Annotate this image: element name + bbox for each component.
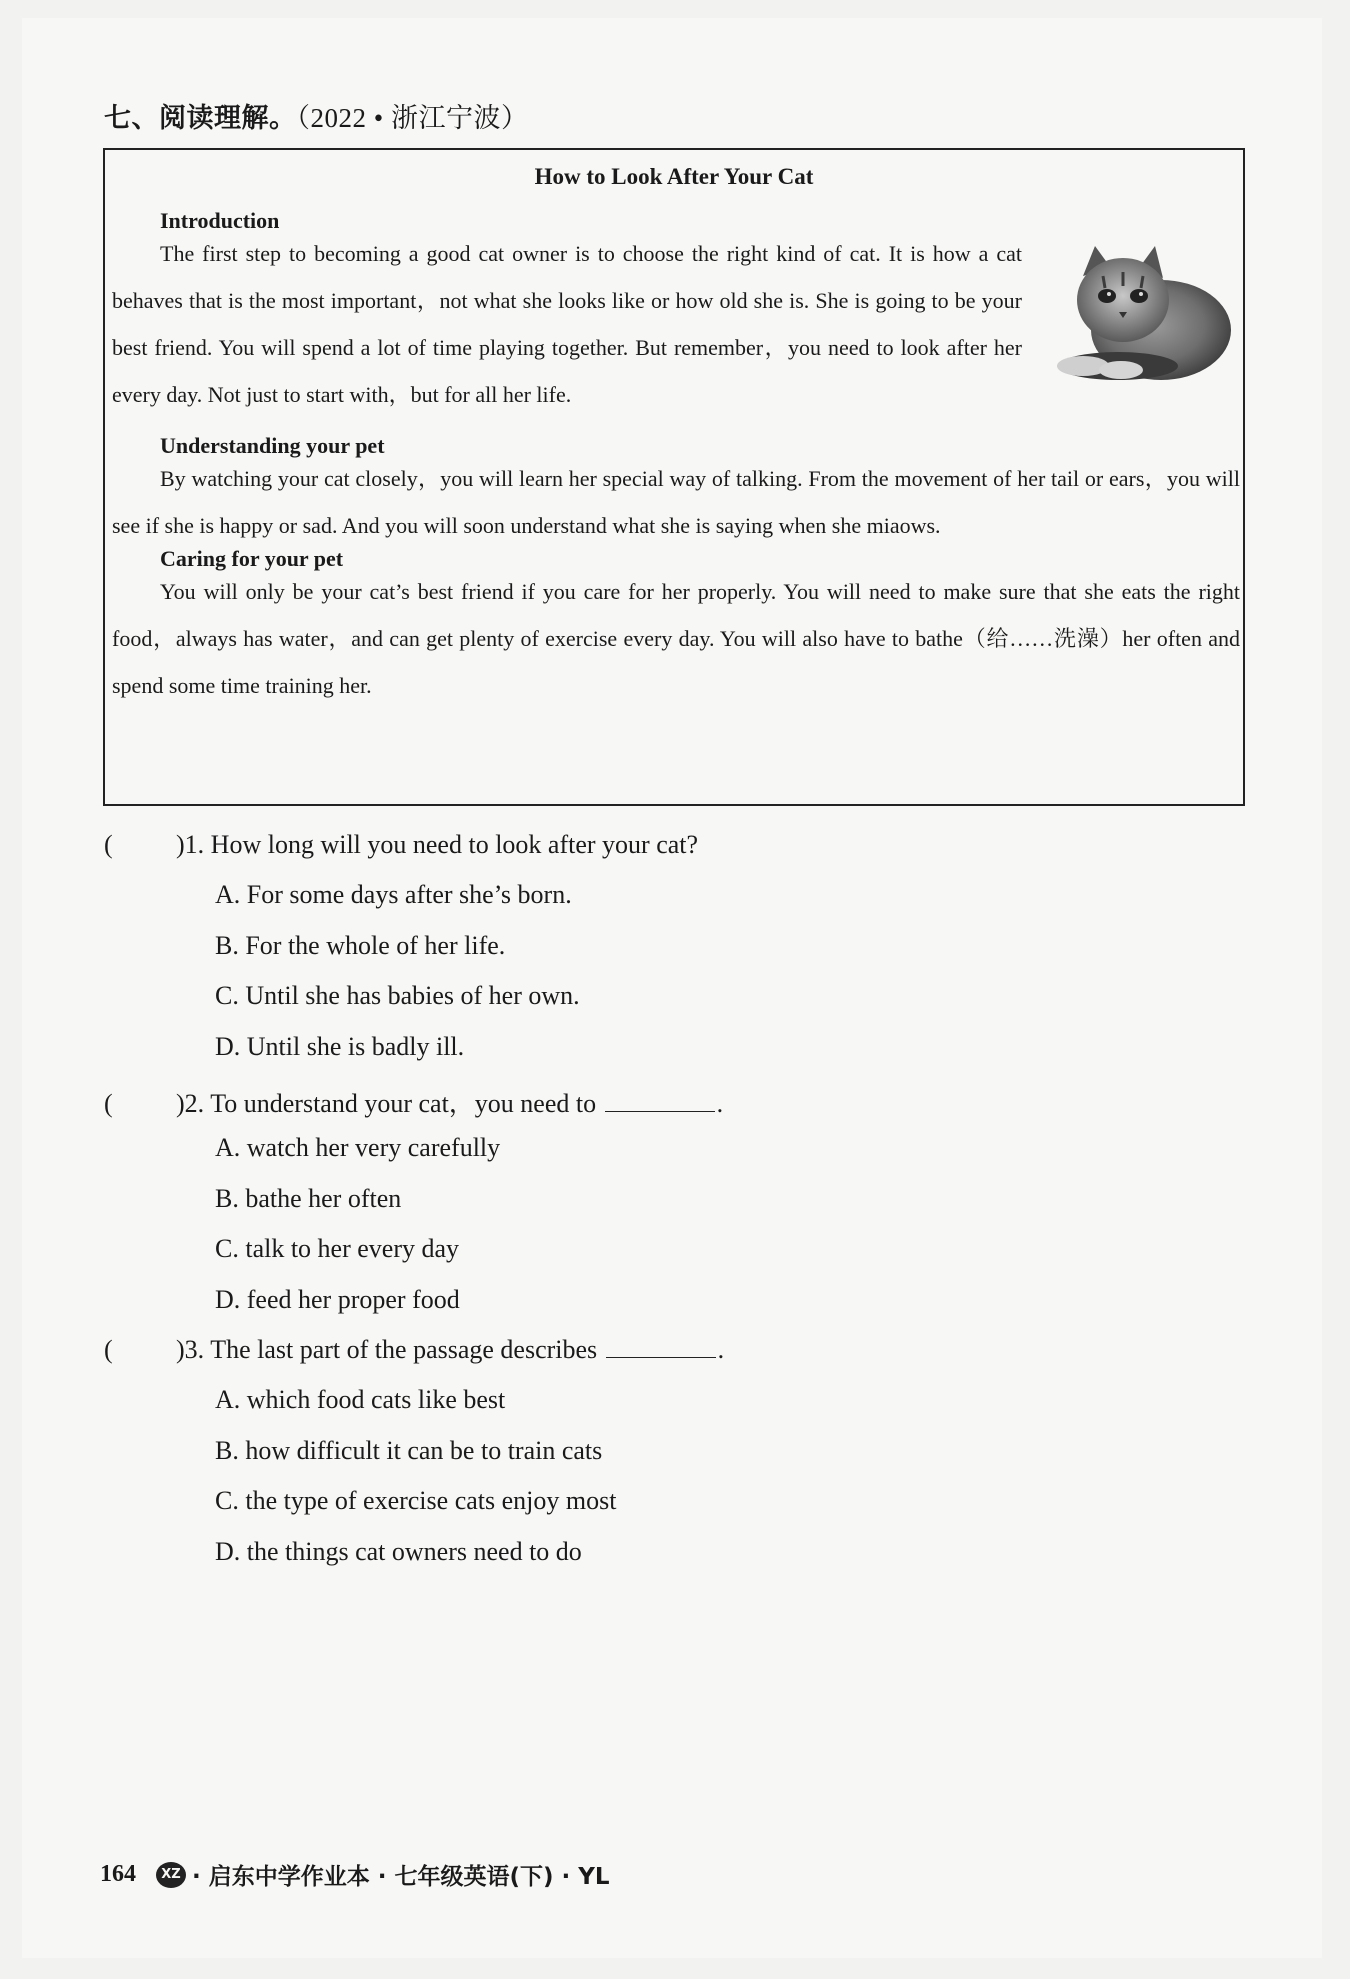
question-stem: To understand your cat，you need to [210, 1089, 597, 1118]
paragraph-caring [112, 568, 1240, 709]
question-1 [104, 830, 698, 860]
question-stem-end: . [716, 1089, 724, 1118]
option-1b: B. For the whole of her life. [215, 931, 506, 960]
paragraph-caring-text: You will only be your cat’s best friend if you care for her properly. You will need to make sure that she eats the right food，always has water，and can get plenty of exercise every day. You will also have to bathe（给……洗澡）her often and spend some time training her. [112, 579, 1240, 698]
page-footer [100, 1858, 610, 1891]
option-1d: D. Until she is badly ill. [215, 1032, 465, 1061]
answer-blank[interactable] [605, 1091, 715, 1112]
option-2b: B. bathe her often [215, 1184, 402, 1213]
passage-title: How to Look After Your Cat [534, 164, 814, 189]
option-1a: A. For some days after she’s born. [215, 880, 572, 909]
question-stem: How long will you need to look after your cat? [210, 830, 699, 859]
paragraph-understanding [112, 455, 1240, 549]
subhead-caring: Caring for your pet [160, 546, 344, 571]
paragraph-introduction [112, 230, 1022, 418]
answer-paren[interactable]: ( [104, 1335, 113, 1364]
option-2a: A. watch her very carefully [215, 1133, 501, 1162]
option-2c: C. talk to her every day [215, 1234, 460, 1263]
section-heading [104, 96, 528, 135]
question-2 [104, 1083, 723, 1120]
section-source: （2022 • 浙江宁波） [296, 103, 529, 133]
question-3 [104, 1335, 724, 1365]
answer-blank[interactable] [606, 1337, 716, 1358]
option-3b: B. how difficult it can be to train cats [215, 1436, 603, 1465]
paragraph-introduction-text: The first step to becoming a good cat owner is to choose the right kind of cat. It is how a cat behaves that is the most important，not what she looks like or how old she is. She is going to be your best friend. You will spend a lot of time playing together. But remember，you need to look after her every day. Not just to start with，but for all her life. [112, 241, 1022, 407]
page-number: 164 [100, 1861, 136, 1887]
question-stem-end: . [717, 1335, 725, 1364]
question-number: )3. [176, 1335, 205, 1364]
option-2d: D. feed her proper food [215, 1285, 460, 1314]
passage-box [103, 148, 1245, 806]
publisher-logo-icon: XZ [156, 1862, 186, 1888]
section-heading-label: 七、阅读理解。 [104, 103, 297, 133]
question-stem: The last part of the passage describes [210, 1335, 598, 1364]
subhead-understanding: Understanding your pet [160, 433, 385, 458]
paragraph-understanding-text: By watching your cat closely，you will learn her special way of talking. From the movement of her tail or ears，you will see if she is happy or sad. And you will soon understand what she is saying when she miaows. [112, 466, 1240, 538]
option-1c: C. Until she has babies of her own. [215, 981, 580, 1010]
option-3d: D. the things cat owners need to do [215, 1537, 582, 1566]
option-3c: C. the type of exercise cats enjoy most [215, 1486, 617, 1515]
cat-photo [1043, 238, 1235, 388]
question-number: )2. [176, 1089, 205, 1118]
question-number: )1. [176, 830, 205, 859]
answer-paren[interactable]: ( [104, 830, 113, 859]
option-3a: A. which food cats like best [215, 1385, 506, 1414]
subhead-introduction: Introduction [160, 208, 280, 233]
answer-paren[interactable]: ( [104, 1089, 113, 1118]
footer-text: · 启东中学作业本 · 七年级英语(下) · YL [192, 1864, 610, 1890]
